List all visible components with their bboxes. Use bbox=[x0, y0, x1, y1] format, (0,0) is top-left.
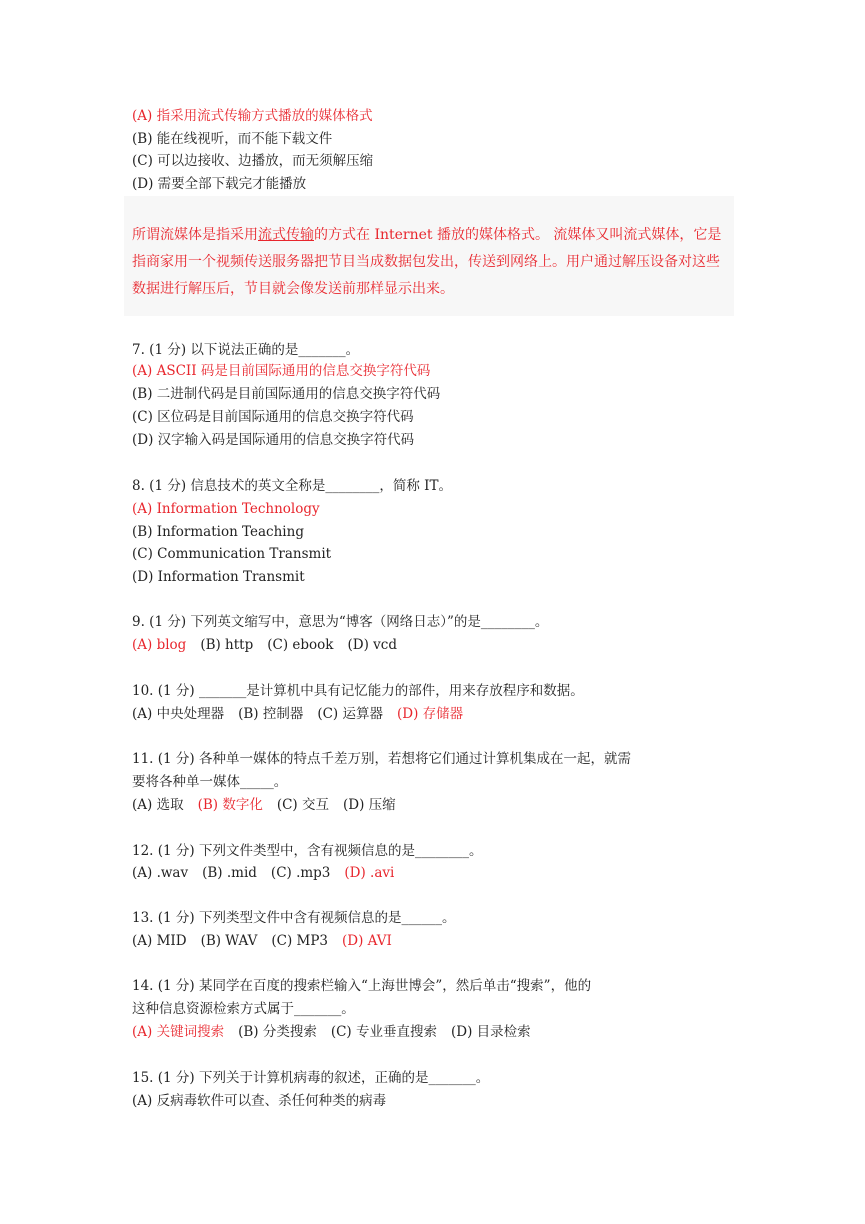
q14-option-a: (A) 关键词搜索 bbox=[132, 1024, 225, 1040]
q10-option-c: (C) 运算器 bbox=[317, 706, 383, 722]
q8-option-b: (B) Information Teaching bbox=[132, 524, 304, 540]
q13-options bbox=[132, 932, 406, 950]
q7-option-b: (B) 二进制代码是目前国际通用的信息交换字符代码 bbox=[132, 386, 441, 402]
q13-option-a: (A) MID bbox=[132, 933, 187, 949]
explanation-box bbox=[124, 196, 734, 316]
q14-option-b: (B) 分类搜索 bbox=[238, 1024, 317, 1040]
q11-option-d: (D) 压缩 bbox=[342, 797, 396, 813]
q11-options bbox=[132, 796, 410, 814]
q12-options bbox=[132, 864, 408, 882]
q11-option-a: (A) 选取 bbox=[132, 797, 184, 813]
q9-options bbox=[132, 636, 411, 654]
q14-stem-line2: 这种信息资源检索方式属于_______。 bbox=[132, 1001, 355, 1017]
q9-option-b: (B) http bbox=[200, 637, 254, 653]
q10-stem: 10. (1 分) _______是计算机中具有记忆能力的部件，用来存放程序和数据。 bbox=[132, 683, 584, 699]
explanation-before: 所谓流媒体是指采用 bbox=[132, 227, 258, 243]
explanation-underlined: 流式传输 bbox=[258, 227, 314, 243]
q13-option-b: (B) WAV bbox=[200, 933, 258, 949]
q13-option-d: (D) AVI bbox=[342, 933, 392, 949]
q12-option-a: (A) .wav bbox=[132, 865, 189, 881]
explanation-text bbox=[132, 222, 732, 303]
q11-stem-line2: 要将各种单一媒体_____。 bbox=[132, 774, 288, 790]
q8-option-d: (D) Information Transmit bbox=[132, 569, 305, 585]
q14-option-c: (C) 专业垂直搜索 bbox=[330, 1024, 437, 1040]
q14-option-d: (D) 目录检索 bbox=[450, 1024, 531, 1040]
q13-stem: 13. (1 分) 下列类型文件中含有视频信息的是______。 bbox=[132, 910, 456, 926]
q9-option-d: (D) vcd bbox=[347, 637, 397, 653]
q12-option-b: (B) .mid bbox=[202, 865, 257, 881]
q9-stem: 9. (1 分) 下列英文缩写中，意思为“博客（网络日志）”的是________。 bbox=[132, 614, 549, 630]
prev-option-a: (A) 指采用流式传输方式播放的媒体格式 bbox=[132, 108, 373, 124]
explanation-after: 的方式在 Internet 播放的媒体格式。 流媒体又叫流式媒体，它是指商家用一个视频传送服务器把节目当成数据包发出，传送到网络上。用户通过解压设备对这些数据进行解压后，节目就会像发送前那样显示出来。 bbox=[132, 227, 722, 297]
q7-option-d: (D) 汉字输入码是国际通用的信息交换字符代码 bbox=[132, 432, 415, 448]
q15-option-a: (A) 反病毒软件可以查、杀任何种类的病毒 bbox=[132, 1093, 387, 1109]
q10-option-a: (A) 中央处理器 bbox=[132, 706, 225, 722]
q10-option-d: (D) 存储器 bbox=[396, 706, 464, 722]
q8-option-a: (A) Information Technology bbox=[132, 501, 320, 517]
q11-option-c: (C) 交互 bbox=[276, 797, 329, 813]
q15-stem: 15. (1 分) 下列关于计算机病毒的叙述，正确的是_______。 bbox=[132, 1070, 490, 1086]
q14-options bbox=[132, 1023, 545, 1041]
q7-stem: 7. (1 分) 以下说法正确的是_______。 bbox=[132, 342, 360, 358]
q12-stem: 12. (1 分) 下列文件类型中，含有视频信息的是________。 bbox=[132, 843, 483, 859]
q8-option-c: (C) Communication Transmit bbox=[132, 546, 332, 562]
q8-stem: 8. (1 分) 信息技术的英文全称是________，简称 IT。 bbox=[132, 478, 453, 494]
q12-option-c: (C) .mp3 bbox=[270, 865, 331, 881]
q9-option-c: (C) ebook bbox=[267, 637, 334, 653]
q7-option-a: (A) ASCII 码是目前国际通用的信息交换字符代码 bbox=[132, 363, 431, 379]
q10-option-b: (B) 控制器 bbox=[238, 706, 304, 722]
prev-option-c: (C) 可以边接收、边播放，而无须解压缩 bbox=[132, 153, 374, 169]
prev-option-d: (D) 需要全部下载完才能播放 bbox=[132, 176, 307, 192]
q11-option-b: (B) 数字化 bbox=[197, 797, 263, 813]
q10-options bbox=[132, 705, 477, 723]
q12-option-d: (D) .avi bbox=[344, 865, 395, 881]
q14-stem-line1: 14. (1 分) 某同学在百度的搜索栏输入“上海世博会”，然后单击“搜索”，他的 bbox=[132, 978, 592, 994]
q11-stem-line1: 11. (1 分) 各种单一媒体的特点千差万别，若想将它们通过计算机集成在一起，就需 bbox=[132, 751, 631, 767]
prev-option-b: (B) 能在线视听，而不能下载文件 bbox=[132, 131, 333, 147]
q7-option-c: (C) 区位码是目前国际通用的信息交换字符代码 bbox=[132, 409, 414, 425]
q9-option-a: (A) blog bbox=[132, 637, 187, 653]
q13-option-c: (C) MP3 bbox=[271, 933, 328, 949]
